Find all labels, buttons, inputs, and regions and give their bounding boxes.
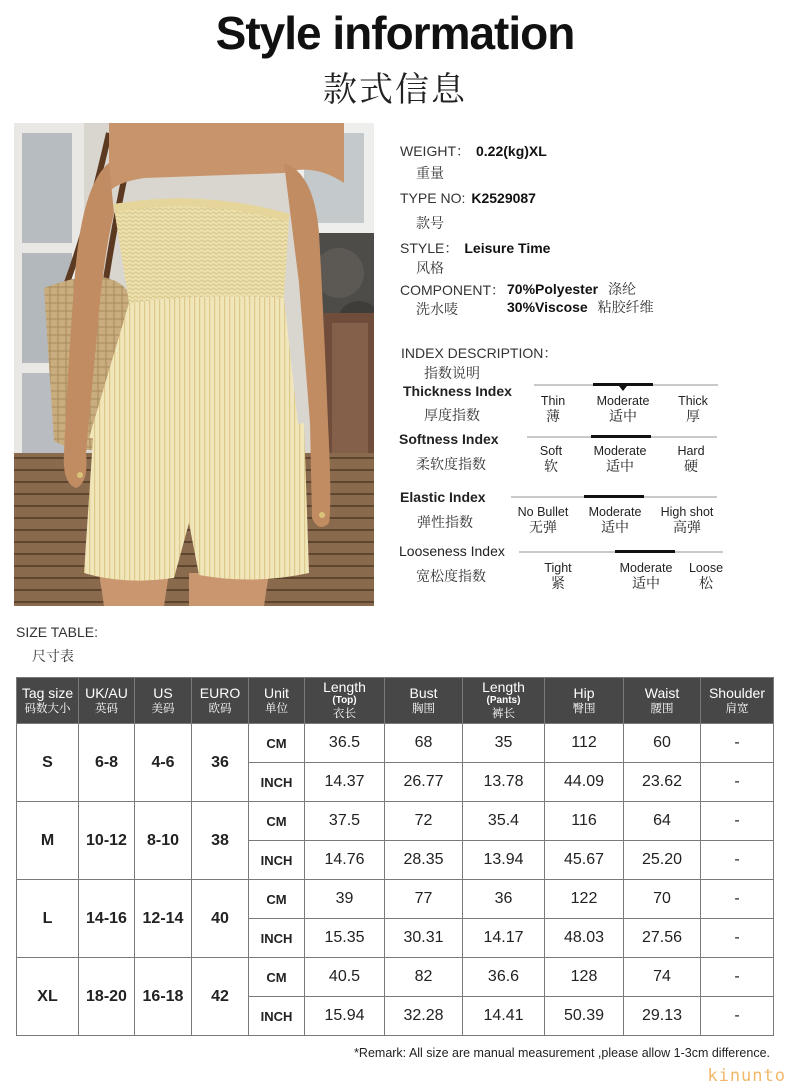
value-cell: 39 xyxy=(305,880,385,919)
value-cell: - xyxy=(701,802,774,841)
thickness-opt-thin: Thin 薄 xyxy=(540,394,566,425)
component-viscose-cn: 粘胶纤维 xyxy=(597,300,654,316)
euro-cell: 38 xyxy=(192,802,249,880)
component-line xyxy=(400,280,505,300)
component-line2 xyxy=(507,297,654,317)
value-cell: 13.78 xyxy=(463,763,545,802)
col-shoulder: Shoulder 肩宽 xyxy=(701,678,774,724)
elastic-opt-no-bullet: No Bullet 无弹 xyxy=(517,505,569,536)
elastic-index-title: Elastic Index xyxy=(400,489,486,505)
looseness-index-cn: 宽松度指数 xyxy=(416,569,486,585)
thickness-opt-moderate: Moderate 适中 xyxy=(596,394,650,425)
weight-label: WEIGHT： xyxy=(400,143,470,159)
col-length-top: Length (Top) 衣长 xyxy=(305,678,385,724)
value-cell: 72 xyxy=(385,802,463,841)
elastic-opt-high-shot: High shot 高弹 xyxy=(660,505,714,536)
unit-cell: INCH xyxy=(249,997,305,1036)
style-value: Leisure Time xyxy=(464,240,551,256)
value-cell: - xyxy=(701,958,774,997)
thickness-opt-thick: Thick 厚 xyxy=(678,394,708,425)
watermark: kinunto xyxy=(707,1066,786,1086)
type-no-cn: 款号 xyxy=(416,216,444,232)
value-cell: 36 xyxy=(463,880,545,919)
unit-cell: INCH xyxy=(249,919,305,958)
value-cell: 122 xyxy=(545,880,624,919)
col-uk-au: UK/AU 英码 xyxy=(79,678,135,724)
looseness-opt-tight: Tight 紧 xyxy=(544,561,572,592)
value-cell: 15.94 xyxy=(305,997,385,1036)
value-cell: 45.67 xyxy=(545,841,624,880)
weight-line xyxy=(400,141,547,161)
value-cell: - xyxy=(701,880,774,919)
value-cell: - xyxy=(701,997,774,1036)
style-cn: 风格 xyxy=(416,261,444,277)
col-length-pants: Length (Pants) 裤长 xyxy=(463,678,545,724)
component-cn: 洗水唛 xyxy=(416,302,458,318)
col-euro: EURO 欧码 xyxy=(192,678,249,724)
euro-cell: 42 xyxy=(192,958,249,1036)
style-label: STYLE： xyxy=(400,240,459,256)
euro-cell: 40 xyxy=(192,880,249,958)
value-cell: 30.31 xyxy=(385,919,463,958)
thickness-marker-icon xyxy=(619,386,627,391)
index-description-cn: 指数说明 xyxy=(424,366,480,382)
unit-cell: CM xyxy=(249,958,305,997)
value-cell: 82 xyxy=(385,958,463,997)
value-cell: 35 xyxy=(463,724,545,763)
softness-opt-soft: Soft 软 xyxy=(539,444,563,475)
unit-cell: INCH xyxy=(249,841,305,880)
type-no-label: TYPE NO: xyxy=(400,190,466,206)
us-cell: 12-14 xyxy=(135,880,192,958)
value-cell: 64 xyxy=(624,802,701,841)
value-cell: 14.37 xyxy=(305,763,385,802)
value-cell: 29.13 xyxy=(624,997,701,1036)
value-cell: 112 xyxy=(545,724,624,763)
uk-cell: 18-20 xyxy=(79,958,135,1036)
size-cell: L xyxy=(17,880,79,958)
value-cell: 68 xyxy=(385,724,463,763)
component-viscose: 30%Viscose xyxy=(507,299,588,315)
size-cell: XL xyxy=(17,958,79,1036)
looseness-opt-moderate: Moderate 适中 xyxy=(619,561,673,592)
weight-cn: 重量 xyxy=(416,166,444,182)
value-cell: 15.35 xyxy=(305,919,385,958)
value-cell: 14.76 xyxy=(305,841,385,880)
softness-index-cn: 柔软度指数 xyxy=(416,457,486,473)
value-cell: - xyxy=(701,841,774,880)
softness-opt-moderate: Moderate 适中 xyxy=(593,444,647,475)
uk-cell: 10-12 xyxy=(79,802,135,880)
table-row xyxy=(17,724,774,763)
component-polyester: 70%Polyester xyxy=(507,281,599,297)
size-cell: M xyxy=(17,802,79,880)
value-cell: - xyxy=(701,763,774,802)
table-row xyxy=(17,880,774,919)
value-cell: - xyxy=(701,919,774,958)
product-photo xyxy=(14,123,374,606)
value-cell: 35.4 xyxy=(463,802,545,841)
unit-cell: CM xyxy=(249,802,305,841)
value-cell: 50.39 xyxy=(545,997,624,1036)
value-cell: 36.6 xyxy=(463,958,545,997)
looseness-opt-loose: Loose 松 xyxy=(688,561,724,592)
value-cell: 32.28 xyxy=(385,997,463,1036)
component-line1 xyxy=(507,279,636,299)
size-table-label: SIZE TABLE: xyxy=(16,624,98,640)
value-cell: 37.5 xyxy=(305,802,385,841)
size-table-header xyxy=(17,678,774,724)
value-cell: 128 xyxy=(545,958,624,997)
page-title-cn: 款式信息 xyxy=(323,70,467,110)
size-cell: S xyxy=(17,724,79,802)
us-cell: 4-6 xyxy=(135,724,192,802)
value-cell: 14.17 xyxy=(463,919,545,958)
euro-cell: 36 xyxy=(192,724,249,802)
weight-value: 0.22(kg)XL xyxy=(476,143,547,159)
value-cell: 74 xyxy=(624,958,701,997)
value-cell: 77 xyxy=(385,880,463,919)
component-polyester-cn: 涤纶 xyxy=(607,282,636,298)
value-cell: 40.5 xyxy=(305,958,385,997)
softness-index-title: Softness Index xyxy=(399,431,499,447)
component-label: COMPONENT： xyxy=(400,282,505,298)
looseness-index-title: Looseness Index xyxy=(399,543,505,559)
value-cell: 27.56 xyxy=(624,919,701,958)
value-cell: 36.5 xyxy=(305,724,385,763)
softness-selected xyxy=(591,435,651,438)
value-cell: 14.41 xyxy=(463,997,545,1036)
value-cell: 25.20 xyxy=(624,841,701,880)
value-cell: 23.62 xyxy=(624,763,701,802)
col-unit: Unit 单位 xyxy=(249,678,305,724)
elastic-index-cn: 弹性指数 xyxy=(417,515,473,531)
unit-cell: INCH xyxy=(249,763,305,802)
table-row xyxy=(17,958,774,997)
remark-note: *Remark: All size are manual measurement ,please allow 1-3cm difference. xyxy=(354,1046,770,1060)
value-cell: 13.94 xyxy=(463,841,545,880)
thickness-index-title: Thickness Index xyxy=(403,383,512,399)
value-cell: - xyxy=(701,724,774,763)
value-cell: 26.77 xyxy=(385,763,463,802)
type-no-value: K2529087 xyxy=(471,190,536,206)
value-cell: 60 xyxy=(624,724,701,763)
softness-opt-hard: Hard 硬 xyxy=(677,444,705,475)
size-table xyxy=(16,677,774,1036)
col-hip: Hip 臀围 xyxy=(545,678,624,724)
table-row xyxy=(17,802,774,841)
value-cell: 70 xyxy=(624,880,701,919)
value-cell: 28.35 xyxy=(385,841,463,880)
unit-cell: CM xyxy=(249,880,305,919)
thickness-index-cn: 厚度指数 xyxy=(424,408,480,424)
elastic-selected xyxy=(584,495,644,498)
value-cell: 44.09 xyxy=(545,763,624,802)
type-no-line xyxy=(400,190,536,206)
looseness-selected xyxy=(615,550,675,553)
value-cell: 116 xyxy=(545,802,624,841)
us-cell: 8-10 xyxy=(135,802,192,880)
col-tag-size: Tag size 码数大小 xyxy=(17,678,79,724)
page-title: Style information xyxy=(215,7,575,59)
uk-cell: 6-8 xyxy=(79,724,135,802)
style-line xyxy=(400,238,550,258)
unit-cell: CM xyxy=(249,724,305,763)
us-cell: 16-18 xyxy=(135,958,192,1036)
size-table-label-cn: 尺寸表 xyxy=(32,649,74,665)
value-cell: 48.03 xyxy=(545,919,624,958)
col-bust: Bust 胸围 xyxy=(385,678,463,724)
col-waist: Waist 腰围 xyxy=(624,678,701,724)
index-description-label: INDEX DESCRIPTION： xyxy=(401,345,558,361)
uk-cell: 14-16 xyxy=(79,880,135,958)
col-us: US 美码 xyxy=(135,678,192,724)
elastic-opt-moderate: Moderate 适中 xyxy=(588,505,642,536)
